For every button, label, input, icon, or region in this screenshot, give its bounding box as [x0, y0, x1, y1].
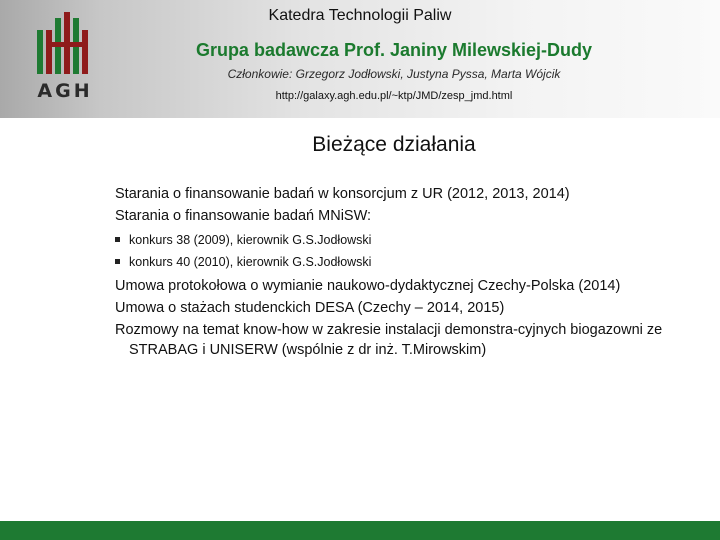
header-banner: [0, 0, 720, 118]
slide-title: Bieżące działania: [312, 133, 476, 156]
department-name: Katedra Technologii Paliw: [268, 7, 452, 24]
activities-list: [115, 184, 675, 362]
group-url-link[interactable]: http://galaxy.agh.edu.pl/~ktp/JMD/zesp_jmd.html: [275, 90, 513, 102]
list-item: Starania o finansowanie badań MNiSW:: [115, 208, 372, 224]
logo-text: AGH: [37, 80, 93, 102]
research-group-title: Grupa badawcza Prof. Janiny Milewskiej-Dudy: [195, 40, 593, 60]
sub-list-item-text: konkurs 40 (2010), kierownik G.S.Jodłowski: [129, 255, 372, 269]
members-label: Członkowie:: [227, 67, 293, 81]
members-names: Grzegorz Jodłowski, Justyna Pyssa, Marta Wójcik: [295, 67, 561, 81]
list-item: Rozmowy na temat know-how w zakresie instalacji demonstra-cyjnych biogazowni ze STRABAG i UNISERW (wspólnie z dr inż. T.Mirowskim): [115, 322, 663, 358]
bullet-square-icon: [115, 259, 120, 264]
sub-list-item: [115, 232, 675, 248]
list-item: Umowa o stażach studenckich DESA (Czechy – 2014, 2015): [115, 300, 505, 316]
sub-list-item-text: konkurs 38 (2009), kierownik G.S.Jodłowski: [129, 233, 372, 247]
members-line: [0, 67, 720, 81]
list-item: Starania o finansowanie badań w konsorcjum z UR (2012, 2013, 2014): [115, 186, 570, 202]
sub-list-item: [115, 254, 675, 270]
list-item: Umowa protokołowa o wymianie naukowo-dydaktycznej Czechy-Polska (2014): [115, 278, 621, 294]
bullet-square-icon: [115, 237, 120, 242]
footer-bar: [0, 521, 720, 540]
